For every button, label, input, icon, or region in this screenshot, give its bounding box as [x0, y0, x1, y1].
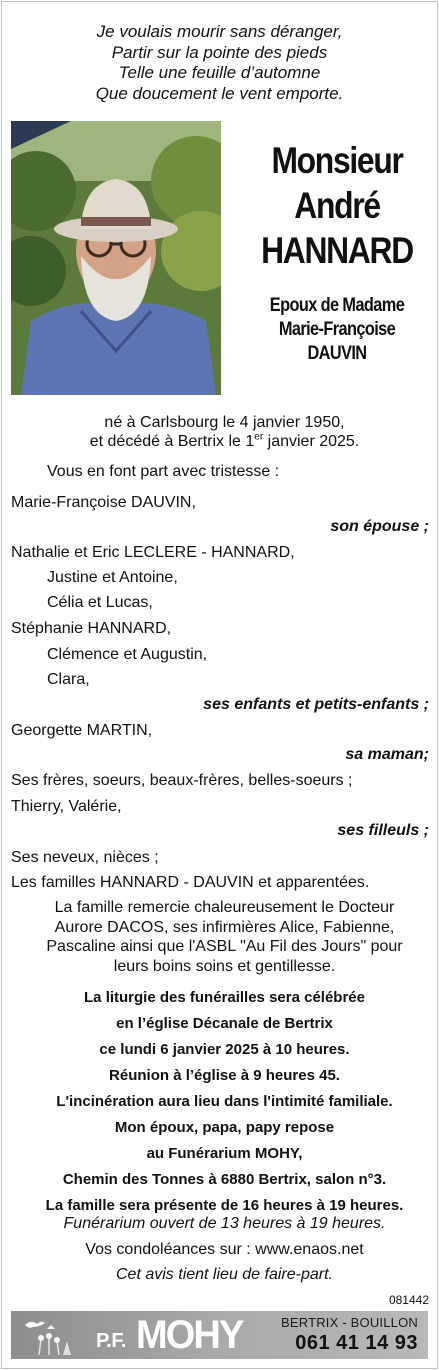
name-last: HANNARD — [261, 230, 413, 271]
ceremony-line: au Funérarium MOHY, — [146, 1145, 303, 1162]
thanks-line: Pascaline ainsi que l'ASBL "Au Fil des Jours" pour — [46, 938, 403, 955]
family-line: Justine et Antoine, — [47, 569, 178, 586]
family-line: Ses neveux, nièces ; — [11, 849, 159, 866]
relation-label: ses enfants et petits-enfants ; — [203, 696, 429, 713]
spouse-line: DAUVIN — [307, 343, 367, 364]
relation-label: son épouse ; — [330, 518, 429, 535]
family-line: Thierry, Valérie, — [11, 798, 122, 815]
poem — [0, 22, 439, 104]
faire-part-notice: Cet avis tient lieu de faire-part. — [116, 1266, 333, 1283]
ceremony-line: La famille sera présente de 16 heures à 19 heures. — [45, 1197, 404, 1214]
poem-line: Que doucement le vent emporte. — [95, 83, 344, 103]
family-line: Marie-Françoise DAUVIN, — [11, 494, 196, 511]
ceremony-line: Réunion à l’église à 9 heures 45. — [109, 1067, 340, 1084]
deceased-name — [249, 138, 424, 273]
bird-flowers-logo-icon — [19, 1315, 81, 1355]
birth-death — [0, 413, 439, 451]
relation-label: sa maman; — [345, 746, 429, 763]
relation-label: ses filleuls ; — [337, 822, 429, 839]
family-line: Les familles HANNARD - DAUVIN et apparentées. — [11, 874, 370, 891]
death-line: et décédé à Bertrix le 1er janvier 2025. — [89, 431, 360, 450]
thanks-line: La famille remercie chaleureusement le Docteur — [54, 899, 395, 916]
ceremony-details — [0, 985, 439, 1219]
phone-number: 061 41 14 93 — [295, 1332, 418, 1354]
thanks-paragraph — [0, 898, 439, 976]
ceremony-line: ce lundi 6 janvier 2025 à 10 heures. — [99, 1041, 350, 1058]
funeral-home-banner — [11, 1311, 428, 1359]
spouse-line: Marie-Françoise — [278, 319, 396, 340]
ceremony-line: en l’église Décanale de Bertrix — [116, 1015, 333, 1032]
family-line: Célia et Lucas, — [47, 594, 153, 611]
family-line: Ses frères, soeurs, beaux-frères, belles-soeurs ; — [11, 772, 353, 789]
family-line: Nathalie et Eric LECLERE - HANNARD, — [11, 544, 295, 561]
poem-line: Partir sur la pointe des pieds — [111, 42, 328, 62]
locations: BERTRIX - BOUILLON — [280, 1315, 418, 1330]
ceremony-line: L'incinération aura lieu dans l'intimité familiale. — [56, 1093, 393, 1110]
spouse-block — [249, 294, 424, 366]
poem-line: Je voulais mourir sans déranger, — [96, 22, 343, 41]
birth-line: né à Carlsbourg le 4 janvier 1950, — [104, 414, 345, 431]
family-line: Georgette MARTIN, — [11, 722, 153, 739]
thanks-line: leurs boins soins et gentillesse. — [113, 957, 336, 975]
thanks-line: Aurore DACOS, ses infirmières Alice, Fabienne, — [54, 918, 395, 936]
portrait-photo — [11, 121, 221, 395]
condolences-line: Vos condoléances sur : www.enaos.net — [85, 1241, 364, 1258]
poem-line: Telle une feuille d’automne — [118, 63, 321, 82]
brand-name: MOHY — [136, 1313, 243, 1357]
ceremony-line: La liturgie des funérailles sera célébrée — [84, 989, 365, 1006]
family-line: Clara, — [47, 671, 90, 688]
family-line: Clémence et Augustin, — [47, 646, 208, 663]
reference-number: 081442 — [388, 1293, 429, 1307]
name-first: André — [294, 185, 380, 226]
intro-line: Vous en font part avec tristesse : — [47, 463, 280, 480]
spouse-line: Epoux de Madame — [269, 295, 405, 316]
funerarium-hours: Funérarium ouvert de 13 heures à 19 heures. — [63, 1215, 386, 1232]
pf-label: P.F. — [96, 1330, 126, 1352]
name-title: Monsieur — [271, 140, 403, 181]
ceremony-line: Mon époux, papa, papy repose — [114, 1119, 335, 1136]
family-line: Stéphanie HANNARD, — [11, 620, 172, 637]
ceremony-line: Chemin des Tonnes à 6880 Bertrix, salon n°3. — [62, 1171, 387, 1188]
